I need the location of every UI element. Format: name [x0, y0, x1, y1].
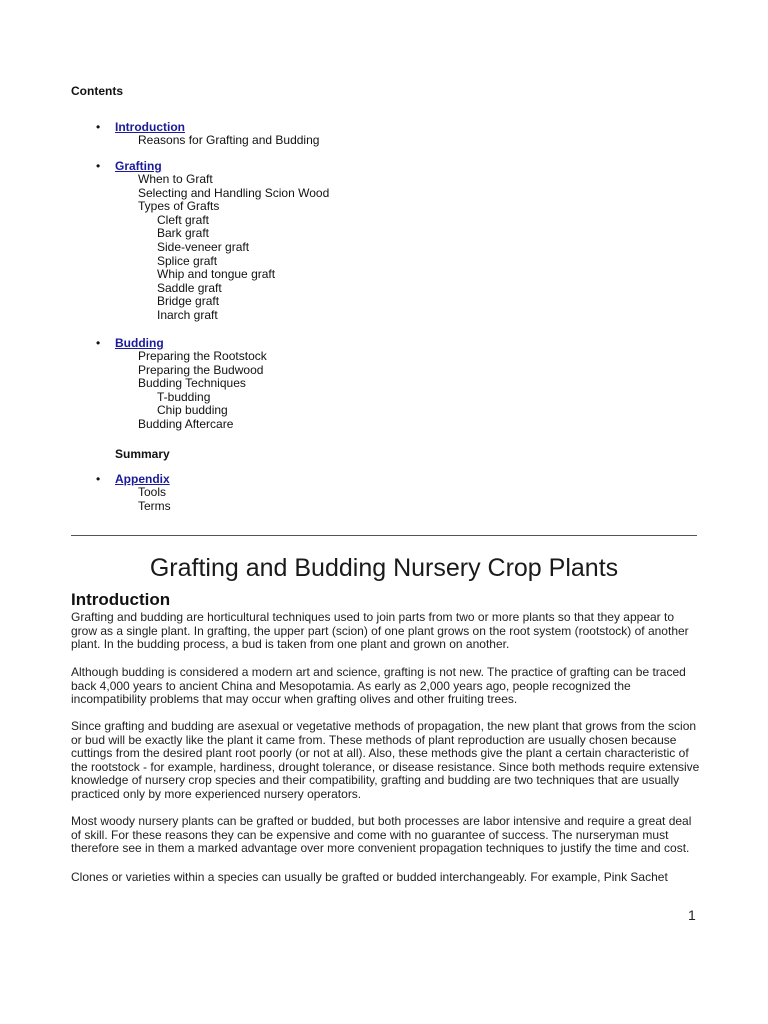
- toc-subitem: Saddle graft: [157, 280, 222, 295]
- bullet-icon: •: [96, 336, 101, 350]
- toc-subitem: Side-veneer graft: [157, 239, 250, 254]
- toc-summary-heading: Summary: [115, 447, 170, 461]
- toc-subitem: Inarch graft: [157, 307, 218, 322]
- toc-item: Tools: [138, 485, 167, 499]
- toc-item: Selecting and Handling Scion Wood: [138, 185, 330, 200]
- toc-sublist-budding: [138, 350, 267, 432]
- bullet-icon: •: [96, 472, 101, 486]
- contents-heading: Contents: [71, 84, 123, 98]
- paragraph: Grafting and budding are horticultural techniques used to join parts from two or more plants so that they appear to grow as a single plant. In grafting, the upper part (scion) of one plant grows on the root system (rootstock) of another plant. In the budding process, a bud is taken from one plant and grown on another.: [71, 610, 689, 652]
- toc-item: When to Graft: [138, 172, 213, 186]
- page-title: Grafting and Budding Nursery Crop Plants: [149, 554, 619, 582]
- paragraph: Since grafting and budding are asexual or vegetative methods of propagation, the new plant that grows from the scion or bud will be exactly like the plant it came from. These methods of plant reproduction are usually chosen because cuttings from the desired plant root poorly (or not at all). Also, these methods give the plant a certain characteristic of the rootstock - for example, hardiness, drought tolerance, or disease resistance. Since both methods require extensive knowledge of nursery crop species and their compatibility, grafting and budding are two techniques that are usually practiced only by more experienced nursery operators.: [71, 719, 700, 801]
- toc-link-grafting[interactable]: Grafting: [115, 159, 162, 173]
- toc-sublist-introduction: [138, 134, 319, 148]
- paragraph: Most woody nursery plants can be grafted or budded, but both processes are labor intensive and require a great deal of skill. For these reasons they can be expensive and come with no guarantee of success. The nurseryman must therefore see in them a marked advantage over more convenient propagation techniques to justify the time and cost.: [71, 814, 692, 856]
- toc-item: Reasons for Grafting and Budding: [138, 133, 320, 147]
- toc-subitem: T-budding: [157, 389, 211, 404]
- toc-subitem: Splice graft: [157, 253, 218, 268]
- bullet-icon: •: [96, 120, 101, 134]
- toc-subitem: Cleft graft: [157, 212, 210, 227]
- toc-link-introduction[interactable]: Introduction: [115, 120, 185, 134]
- toc-subitem: Chip budding: [157, 403, 228, 418]
- toc-item: Budding Techniques: [138, 376, 246, 391]
- paragraph: Although budding is considered a modern art and science, grafting is not new. The practice of grafting can be traced back 4,000 years to ancient China and Mesopotamia. As early as 2,000 years ago, people recognized the incompatibility problems that may occur when grafting olives and other fruiting trees.: [71, 665, 686, 707]
- toc-item: Preparing the Budwood: [138, 362, 264, 377]
- toc-subitem: Bridge graft: [157, 294, 220, 309]
- toc-item: Types of Grafts: [138, 199, 220, 214]
- toc-sublist-appendix: [138, 486, 171, 513]
- toc-link-appendix[interactable]: Appendix: [115, 472, 170, 486]
- bullet-icon: •: [96, 159, 101, 173]
- toc-item: Budding Aftercare: [138, 416, 234, 431]
- toc-item: Preparing the Rootstock: [138, 349, 267, 363]
- toc-item: Terms: [138, 498, 171, 513]
- toc-sublist-grafting: [138, 173, 329, 323]
- toc-link-budding[interactable]: Budding: [115, 336, 164, 350]
- toc-subitem: Whip and tongue graft: [157, 267, 276, 282]
- page-number: 1: [688, 907, 696, 923]
- paragraph: Clones or varieties within a species can usually be grafted or budded interchangeably. For example, Pink Sachet: [71, 870, 668, 884]
- toc-subitem: Bark graft: [157, 226, 210, 241]
- introduction-heading: Introduction: [71, 590, 171, 609]
- horizontal-rule: [71, 535, 697, 536]
